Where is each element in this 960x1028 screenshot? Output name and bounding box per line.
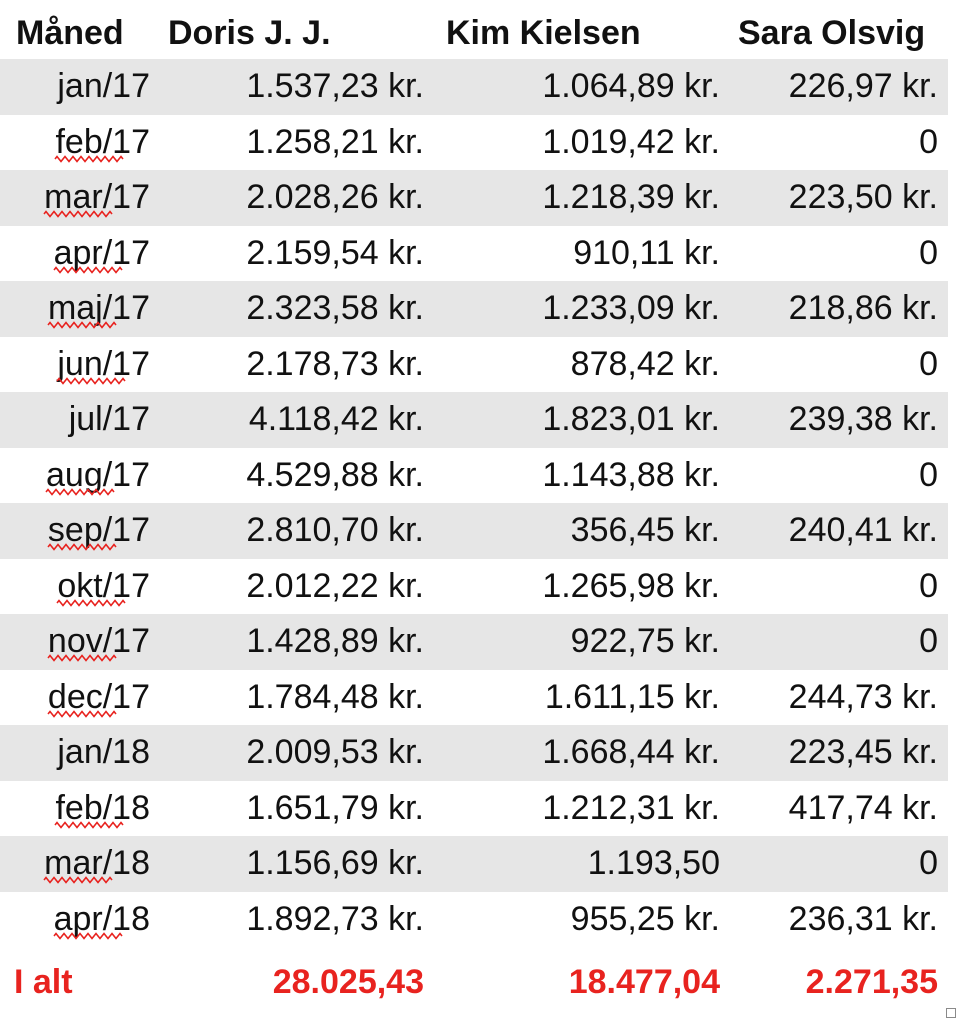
spellcheck-underline <box>48 711 114 717</box>
table-row <box>0 337 948 393</box>
spellcheck-underline <box>55 822 121 828</box>
doris-cell[interactable]: 2.323,58 kr. <box>246 289 424 328</box>
doris-cell[interactable]: 2.178,73 kr. <box>246 344 424 383</box>
header-row <box>0 6 948 62</box>
table-row <box>0 281 948 337</box>
kim-cell[interactable]: 878,42 kr. <box>570 344 720 383</box>
table-row <box>0 559 948 615</box>
header-month[interactable]: Måned <box>16 14 124 53</box>
kim-cell[interactable]: 356,45 kr. <box>570 511 720 550</box>
sara-cell[interactable]: 0 <box>919 455 938 494</box>
doris-cell[interactable]: 4.118,42 kr. <box>248 400 424 439</box>
kim-cell[interactable]: 1.064,89 kr. <box>542 67 720 106</box>
table-row <box>0 392 948 448</box>
sara-cell[interactable]: 240,41 kr. <box>788 511 938 550</box>
doris-cell[interactable]: 1.156,69 kr. <box>246 844 424 883</box>
table-row <box>0 614 948 670</box>
sara-cell[interactable]: 223,50 kr. <box>788 178 938 217</box>
spellcheck-underline <box>55 156 121 162</box>
sara-cell[interactable]: 236,31 kr. <box>788 899 938 938</box>
sara-cell[interactable]: 0 <box>919 622 938 661</box>
table-row <box>0 448 948 504</box>
month-label: mar/17 <box>44 178 150 217</box>
doris-cell[interactable]: 1.537,23 kr. <box>246 67 424 106</box>
resize-handle[interactable] <box>946 1008 956 1018</box>
kim-cell[interactable]: 1.143,88 kr. <box>542 455 720 494</box>
month-cell[interactable] <box>0 59 150 115</box>
kim-cell[interactable]: 1.019,42 kr. <box>542 122 720 161</box>
month-cell[interactable] <box>0 725 150 781</box>
table-row <box>0 725 948 781</box>
sara-cell[interactable]: 218,86 kr. <box>788 289 938 328</box>
spellcheck-underline <box>44 877 110 883</box>
month-label: maj/17 <box>47 289 150 328</box>
sara-cell[interactable]: 417,74 kr. <box>788 788 938 827</box>
month-label: mar/18 <box>44 844 150 883</box>
doris-cell[interactable]: 2.159,54 kr. <box>246 233 424 272</box>
doris-cell[interactable]: 1.784,48 kr. <box>246 677 424 716</box>
month-cell[interactable] <box>0 337 150 393</box>
month-cell[interactable] <box>0 781 150 837</box>
kim-cell[interactable]: 1.265,98 kr. <box>542 566 720 605</box>
kim-cell[interactable]: 955,25 kr. <box>570 899 720 938</box>
total-row <box>0 955 948 1011</box>
kim-cell[interactable]: 1.233,09 kr. <box>542 289 720 328</box>
kim-cell[interactable]: 1.823,01 kr. <box>542 400 720 439</box>
total-label[interactable]: I alt <box>14 963 73 1002</box>
doris-cell[interactable]: 1.892,73 kr. <box>246 899 424 938</box>
month-cell[interactable] <box>0 170 150 226</box>
month-cell[interactable] <box>0 448 150 504</box>
month-cell[interactable] <box>0 670 150 726</box>
month-label: apr/17 <box>53 233 150 272</box>
header-doris[interactable]: Doris J. J. <box>168 14 331 53</box>
doris-cell[interactable]: 2.012,22 kr. <box>246 566 424 605</box>
sara-cell[interactable]: 0 <box>919 566 938 605</box>
month-label: jul/17 <box>68 400 150 439</box>
month-cell[interactable] <box>0 226 150 282</box>
kim-cell[interactable]: 1.193,50 <box>587 844 720 883</box>
total-sara[interactable]: 2.271,35 <box>805 963 938 1002</box>
kim-cell[interactable]: 1.218,39 kr. <box>542 178 720 217</box>
table-row <box>0 115 948 171</box>
header-sara[interactable]: Sara Olsvig <box>738 14 926 53</box>
kim-cell[interactable]: 910,11 kr. <box>573 233 720 272</box>
month-label: jun/17 <box>57 344 150 383</box>
total-kim[interactable]: 18.477,04 <box>568 963 720 1002</box>
month-label: jan/18 <box>57 733 150 772</box>
sara-cell[interactable]: 0 <box>919 344 938 383</box>
table-row <box>0 170 948 226</box>
spellcheck-underline <box>48 544 114 550</box>
month-cell[interactable] <box>0 392 150 448</box>
sara-cell[interactable]: 0 <box>919 844 938 883</box>
month-label: aug/17 <box>46 455 150 494</box>
doris-cell[interactable]: 1.258,21 kr. <box>246 122 424 161</box>
month-label: dec/17 <box>47 677 150 716</box>
doris-cell[interactable]: 1.651,79 kr. <box>246 788 424 827</box>
kim-cell[interactable]: 1.611,15 kr. <box>544 677 720 716</box>
sara-cell[interactable]: 223,45 kr. <box>788 733 938 772</box>
spellcheck-underline <box>54 933 120 939</box>
sara-cell[interactable]: 226,97 kr. <box>788 67 938 106</box>
doris-cell[interactable]: 2.028,26 kr. <box>246 178 424 217</box>
sara-cell[interactable]: 0 <box>919 122 938 161</box>
header-kim[interactable]: Kim Kielsen <box>446 14 641 53</box>
month-cell[interactable] <box>0 281 150 337</box>
spellcheck-underline <box>44 211 110 217</box>
month-label: jan/17 <box>57 67 150 106</box>
table-row <box>0 503 948 559</box>
month-cell[interactable] <box>0 836 150 892</box>
table-row <box>0 226 948 282</box>
month-cell[interactable] <box>0 503 150 559</box>
spellcheck-underline <box>46 489 112 495</box>
table-row <box>0 836 948 892</box>
month-cell[interactable] <box>0 614 150 670</box>
spellcheck-underline <box>54 267 120 273</box>
kim-cell[interactable]: 1.212,31 kr. <box>542 788 720 827</box>
spellcheck-underline <box>57 378 123 384</box>
kim-cell[interactable]: 922,75 kr. <box>570 622 720 661</box>
month-cell[interactable] <box>0 115 150 171</box>
table-row <box>0 781 948 837</box>
table-row <box>0 892 948 948</box>
sara-cell[interactable]: 0 <box>919 233 938 272</box>
month-label: sep/17 <box>47 511 150 550</box>
month-label: nov/17 <box>47 622 150 661</box>
table-row <box>0 670 948 726</box>
month-cell[interactable] <box>0 892 150 948</box>
kim-cell[interactable]: 1.668,44 kr. <box>542 733 720 772</box>
doris-cell[interactable]: 2.810,70 kr. <box>246 511 424 550</box>
doris-cell[interactable]: 2.009,53 kr. <box>246 733 424 772</box>
doris-cell[interactable]: 4.529,88 kr. <box>246 455 424 494</box>
spellcheck-underline <box>57 600 123 606</box>
month-label: apr/18 <box>53 899 150 938</box>
month-label: okt/17 <box>57 566 150 605</box>
sara-cell[interactable]: 239,38 kr. <box>788 400 938 439</box>
spellcheck-underline <box>48 322 114 328</box>
doris-cell[interactable]: 1.428,89 kr. <box>246 622 424 661</box>
month-cell[interactable] <box>0 559 150 615</box>
table-row <box>0 59 948 115</box>
spellcheck-underline <box>48 655 114 661</box>
total-doris[interactable]: 28.025,43 <box>272 963 424 1002</box>
sara-cell[interactable]: 244,73 kr. <box>788 677 938 716</box>
month-label: feb/18 <box>55 788 150 827</box>
month-label: feb/17 <box>55 122 150 161</box>
